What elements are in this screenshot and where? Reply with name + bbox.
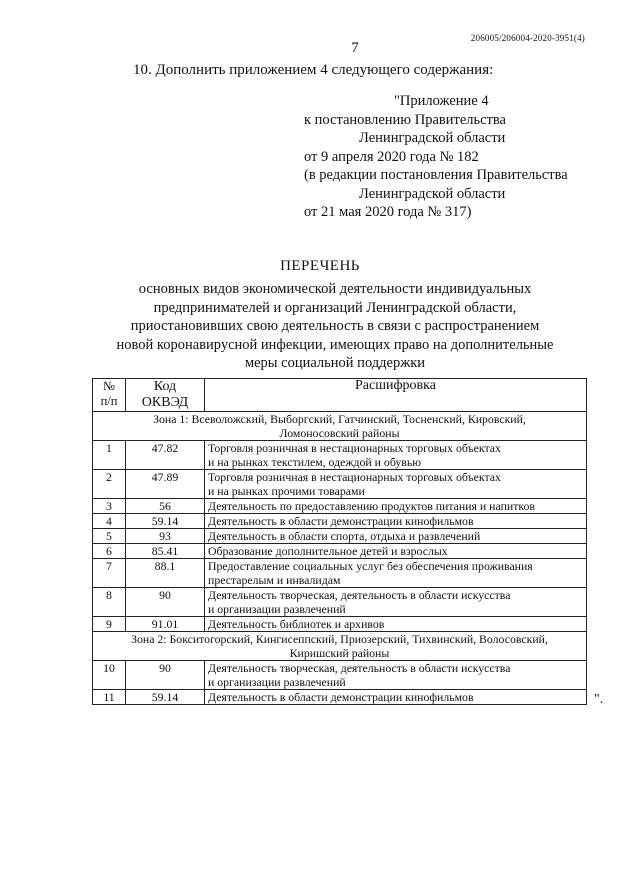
row-number: 5 (93, 529, 126, 544)
activities-table (92, 378, 587, 705)
row-number: 8 (93, 588, 126, 617)
activity-description (205, 588, 587, 617)
appendix-line: Ленинградской области (359, 185, 506, 202)
okved-code: 90 (126, 588, 205, 617)
okved-code: 47.82 (126, 441, 205, 470)
row-number: 6 (93, 544, 126, 559)
table-row (93, 441, 587, 470)
description-line: и организации развлечений (208, 602, 346, 616)
description-line: Деятельность творческая, деятельность в области искусства (208, 661, 511, 675)
zone-text-line: Ломоносовский районы (279, 426, 400, 440)
header-code-line: ОКВЭД (141, 395, 189, 410)
row-number: 4 (93, 514, 126, 529)
okved-code: 56 (126, 499, 205, 514)
description-line: Деятельность библиотек и архивов (208, 617, 385, 631)
table-header-row (93, 379, 587, 412)
appendix-reference-block (304, 92, 568, 222)
okved-code: 88.1 (126, 559, 205, 588)
row-number: 10 (93, 661, 126, 690)
page-number: 7 (351, 40, 359, 56)
subtitle-line: предпринимателей и организаций Ленинградской области, (153, 299, 517, 316)
table-row (93, 588, 587, 617)
description-line: Деятельность в области спорта, отдыха и развлечений (208, 529, 481, 543)
zone-text-line: Киришский районы (289, 646, 390, 660)
table-row (93, 514, 587, 529)
table-row (93, 499, 587, 514)
okved-code: 90 (126, 661, 205, 690)
activity-description (205, 617, 587, 632)
okved-code: 59.14 (126, 514, 205, 529)
header-code-line: Код (153, 379, 177, 394)
description-line: престарелым и инвалидам (208, 573, 341, 587)
document-subtitle (100, 280, 570, 373)
zone-cell (93, 412, 587, 441)
zone-text-line: Зона 2: Бокситогорский, Кингисеппский, Приозерский, Тихвинский, Волосовский, (131, 632, 548, 646)
header-number-line: № (103, 379, 115, 393)
table-row (93, 544, 587, 559)
subtitle-line: новой коронавирусной инфекции, имеющих право на дополнительные (116, 336, 554, 353)
description-line: Торговля розничная в нестационарных торговых объектах (208, 441, 501, 455)
description-line: и на рынках текстилем, одеждой и обувью (208, 455, 422, 469)
closing-quote-mark: ". (594, 692, 604, 707)
appendix-line: (в редакции постановления Правительства (304, 167, 568, 183)
amendment-item-text: 10. Дополнить приложением 4 следующего содержания: (133, 62, 494, 78)
appendix-line: от 9 апреля 2020 года № 182 (304, 148, 479, 165)
appendix-line: Ленинградской области (359, 130, 506, 146)
description-line: Торговля розничная в нестационарных торговых объектах (208, 470, 501, 484)
table-row (93, 559, 587, 588)
description-line: Деятельность творческая, деятельность в области искусства (208, 588, 511, 602)
header-description: Расшифровка (205, 379, 587, 412)
table-row (93, 529, 587, 544)
appendix-line: от 21 мая 2020 года № 317) (304, 204, 472, 220)
description-line: и на рынках прочими товарами (208, 484, 365, 498)
row-number: 1 (93, 441, 126, 470)
zone-cell (93, 632, 587, 661)
row-number: 11 (93, 690, 126, 705)
activity-description (205, 499, 587, 514)
appendix-line: "Приложение 4 (394, 93, 489, 109)
activity-description (205, 544, 587, 559)
description-line: Предоставление социальных услуг без обеспечения проживания (208, 559, 533, 573)
header-number-line: п/п (100, 394, 118, 408)
activity-description (205, 470, 587, 499)
table-row (93, 470, 587, 499)
description-line: Образование дополнительное детей и взрослых (208, 544, 448, 558)
okved-code: 85.41 (126, 544, 205, 559)
activity-description (205, 661, 587, 690)
okved-code: 91.01 (126, 617, 205, 632)
header-number (93, 379, 126, 412)
okved-code: 47.89 (126, 470, 205, 499)
activity-description (205, 690, 587, 705)
zone-row (93, 632, 587, 661)
row-number: 3 (93, 499, 126, 514)
activity-description (205, 529, 587, 544)
subtitle-line: приостановивших свою деятельность в связи с распространением (130, 318, 540, 334)
table-row (93, 617, 587, 632)
header-okved-code (126, 379, 205, 412)
zone-text-line: Зона 1: Всеволожский, Выборгский, Гатчинский, Тосненский, Кировский, (153, 412, 526, 426)
subtitle-line: основных видов экономической деятельности индивидуальных (138, 281, 532, 297)
row-number: 9 (93, 617, 126, 632)
activity-description (205, 559, 587, 588)
description-line: Деятельность по предоставлению продуктов питания и напитков (208, 499, 535, 513)
okved-code: 93 (126, 529, 205, 544)
row-number: 7 (93, 559, 126, 588)
description-line: и организации развлечений (208, 675, 346, 689)
document-registration-code: 206005/206004-2020-3951(4) (470, 33, 585, 43)
description-line: Деятельность в области демонстрации кинофильмов (208, 690, 474, 704)
appendix-line: к постановлению Правительства (304, 111, 506, 128)
subtitle-line: меры социальной поддержки (244, 355, 426, 371)
row-number: 2 (93, 470, 126, 499)
document-title: ПЕРЕЧЕНЬ (280, 258, 360, 274)
table-row (93, 690, 587, 705)
zone-row (93, 412, 587, 441)
activity-description (205, 514, 587, 529)
description-line: Деятельность в области демонстрации кинофильмов (208, 514, 474, 528)
okved-code: 59.14 (126, 690, 205, 705)
table-row (93, 661, 587, 690)
activity-description (205, 441, 587, 470)
